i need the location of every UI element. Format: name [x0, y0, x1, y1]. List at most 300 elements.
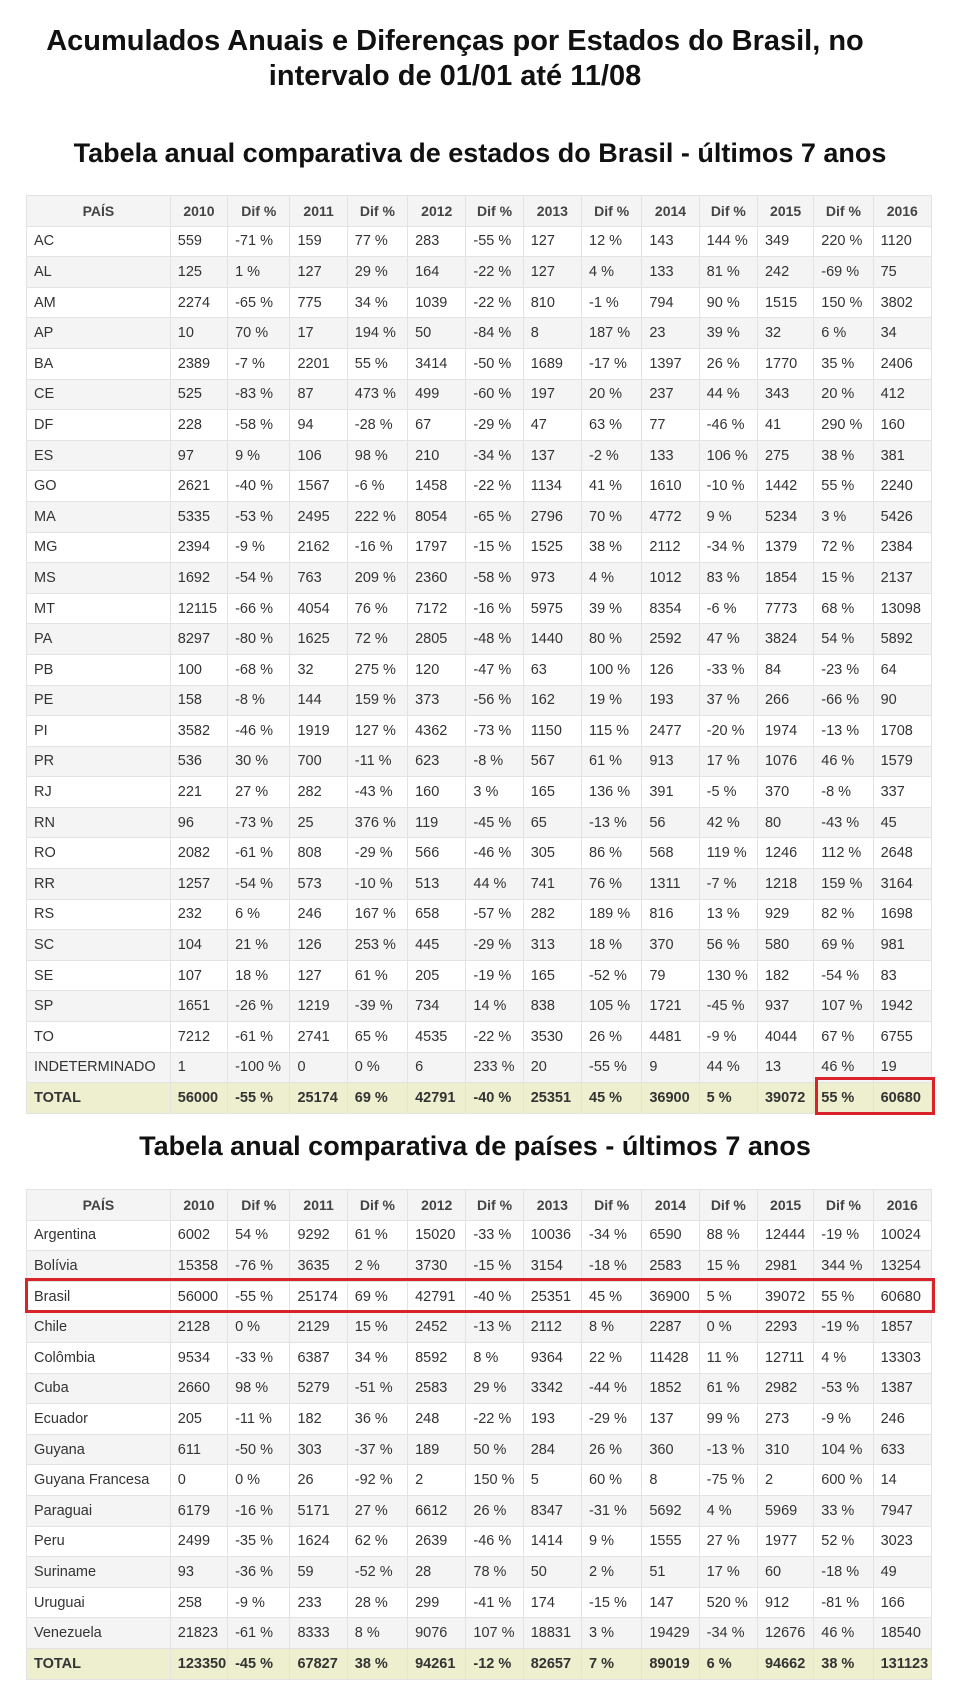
table-cell: 18831 [523, 1618, 581, 1649]
table-cell: 8297 [170, 624, 227, 655]
table-cell: -6 % [347, 471, 407, 502]
table-cell: 2389 [170, 348, 227, 379]
table-cell: 2648 [873, 838, 931, 869]
table-cell: 1698 [873, 899, 931, 930]
table-cell: -19 % [814, 1220, 873, 1251]
table-cell: 44 % [699, 379, 757, 410]
table-cell: 658 [408, 899, 466, 930]
table-cell: 473 % [347, 379, 407, 410]
table-cell: 8054 [408, 501, 466, 532]
table-row [27, 593, 932, 624]
table-cell: 912 [757, 1587, 813, 1618]
state-name: AM [27, 287, 171, 318]
table-cell: 120 [408, 654, 466, 685]
table-cell: -52 % [582, 960, 642, 991]
table-cell: 144 % [699, 226, 757, 257]
table-cell: 4 % [582, 563, 642, 594]
table-row [27, 471, 932, 502]
table-cell: 1257 [170, 869, 227, 900]
table-cell: 973 [523, 563, 581, 594]
table-cell: 360 [642, 1434, 699, 1465]
table-cell: 67 [408, 410, 466, 441]
table-cell: 15 % [347, 1312, 407, 1343]
table-cell: -37 % [347, 1434, 407, 1465]
table-cell: 2982 [757, 1373, 813, 1404]
table-cell: 32 [290, 654, 347, 685]
table-cell: 160 [408, 777, 466, 808]
column-header: Dif % [347, 1190, 407, 1221]
table-cell: 1414 [523, 1526, 581, 1557]
table-cell: 2477 [642, 716, 699, 747]
table-cell: 12444 [757, 1220, 813, 1251]
table-cell: -34 % [466, 440, 523, 471]
table-cell: -8 % [814, 777, 873, 808]
table-cell: 12711 [757, 1342, 813, 1373]
table-cell: 174 [523, 1587, 581, 1618]
table-cell: -29 % [466, 410, 523, 441]
table-cell: -65 % [466, 501, 523, 532]
table-cell: 126 [290, 930, 347, 961]
table-row [27, 685, 932, 716]
table-cell: -34 % [582, 1220, 642, 1251]
table-cell: 127 [523, 257, 581, 288]
table-cell: 159 % [814, 869, 873, 900]
table-cell: 9292 [290, 1220, 347, 1251]
state-name: AP [27, 318, 171, 349]
table-cell: -7 % [699, 869, 757, 900]
table-cell: 0 [170, 1465, 227, 1496]
table-cell: 1555 [642, 1526, 699, 1557]
table-cell: 159 % [347, 685, 407, 716]
table-cell: 1440 [523, 624, 581, 655]
table-row [27, 1495, 932, 1526]
table-cell: 1721 [642, 991, 699, 1022]
table-cell: 1708 [873, 716, 931, 747]
table-cell: -58 % [228, 410, 290, 441]
table-cell: -66 % [228, 593, 290, 624]
table-cell: 22 % [582, 1342, 642, 1373]
table-cell: 8333 [290, 1618, 347, 1649]
table-cell: 258 [170, 1587, 227, 1618]
table-cell: 3 % [466, 777, 523, 808]
table-cell: 0 [290, 1052, 347, 1083]
table-row [27, 287, 932, 318]
table-cell: 2583 [408, 1373, 466, 1404]
table-cell: 242 [757, 257, 813, 288]
table-cell: 3582 [170, 716, 227, 747]
table-cell: 127 % [347, 716, 407, 747]
table-cell: 56000 [170, 1281, 227, 1312]
total-cell: 56000 [170, 1083, 227, 1114]
table-cell: 39 % [582, 593, 642, 624]
table-cell: 1977 [757, 1526, 813, 1557]
table-cell: 4044 [757, 1022, 813, 1053]
table-cell: -75 % [699, 1465, 757, 1496]
table-cell: 25351 [523, 1281, 581, 1312]
table-cell: -52 % [347, 1557, 407, 1588]
table-cell: 19 % [582, 685, 642, 716]
table-cell: 3414 [408, 348, 466, 379]
table-cell: -80 % [228, 624, 290, 655]
country-name: Guyana [27, 1434, 171, 1465]
table-cell: 6 % [814, 318, 873, 349]
table-cell: 3 % [814, 501, 873, 532]
table-cell: -9 % [228, 1587, 290, 1618]
total-label: TOTAL [27, 1648, 171, 1679]
table-cell: -15 % [582, 1587, 642, 1618]
table-cell: 61 % [347, 1220, 407, 1251]
table-cell: 133 [642, 440, 699, 471]
country-name: Peru [27, 1526, 171, 1557]
table-cell: 1397 [642, 348, 699, 379]
table-cell: 133 [642, 257, 699, 288]
table-row [27, 1434, 932, 1465]
table-cell: 20 [523, 1052, 581, 1083]
table-row [27, 624, 932, 655]
table-cell: 1852 [642, 1373, 699, 1404]
table-cell: 75 [873, 257, 931, 288]
table-header-row [27, 196, 932, 227]
table-cell: 8347 [523, 1495, 581, 1526]
table-cell: 2112 [642, 532, 699, 563]
column-header: 2013 [523, 196, 581, 227]
table-cell: 189 % [582, 899, 642, 930]
table-cell: 381 [873, 440, 931, 471]
table-cell: 2495 [290, 501, 347, 532]
table-cell: 209 % [347, 563, 407, 594]
table-cell: 166 [873, 1587, 931, 1618]
column-header: PAÍS [27, 1190, 171, 1221]
table-cell: 84 [757, 654, 813, 685]
table-cell: 36900 [642, 1281, 699, 1312]
table-cell: 808 [290, 838, 347, 869]
table-cell: 222 % [347, 501, 407, 532]
table-cell: 62 % [347, 1526, 407, 1557]
highlight-brasil-row-box [25, 1278, 935, 1313]
table-cell: -9 % [814, 1404, 873, 1435]
table-cell: 0 % [347, 1052, 407, 1083]
table-cell: -35 % [228, 1526, 290, 1557]
table-cell: 21 % [228, 930, 290, 961]
table-cell: 2128 [170, 1312, 227, 1343]
table-cell: 38 % [814, 440, 873, 471]
total-cell: 45 % [582, 1083, 642, 1114]
table-cell: 54 % [228, 1220, 290, 1251]
table-cell: 46 % [814, 1618, 873, 1649]
total-cell: 123350 [170, 1648, 227, 1679]
table-cell: 119 % [699, 838, 757, 869]
table-cell: 741 [523, 869, 581, 900]
column-header: Dif % [228, 1190, 290, 1221]
table-cell: 23 [642, 318, 699, 349]
total-cell: 89019 [642, 1648, 699, 1679]
table-cell: -13 % [699, 1434, 757, 1465]
table-cell: 8354 [642, 593, 699, 624]
table-cell: 5975 [523, 593, 581, 624]
table-cell: -34 % [699, 1618, 757, 1649]
column-header: Dif % [814, 196, 873, 227]
table-cell: 76 % [347, 593, 407, 624]
table-cell: 32 [757, 318, 813, 349]
column-header: Dif % [582, 196, 642, 227]
table-row [27, 716, 932, 747]
table-cell: 763 [290, 563, 347, 594]
table-cell: 5 % [699, 1281, 757, 1312]
table-cell: 3342 [523, 1373, 581, 1404]
table-cell: 9076 [408, 1618, 466, 1649]
table-cell: 1854 [757, 563, 813, 594]
table-row [27, 654, 932, 685]
table-cell: -48 % [466, 624, 523, 655]
table-cell: 344 % [814, 1251, 873, 1282]
table-cell: 97 [170, 440, 227, 471]
table-cell: -9 % [228, 532, 290, 563]
table-cell: 1 % [228, 257, 290, 288]
table-cell: 34 % [347, 1342, 407, 1373]
table-cell: 5892 [873, 624, 931, 655]
table-cell: -22 % [466, 1022, 523, 1053]
table-cell: 45 [873, 807, 931, 838]
table-cell: 61 % [347, 960, 407, 991]
column-header: PAÍS [27, 196, 171, 227]
table-cell: -11 % [347, 746, 407, 777]
table-cell: -65 % [228, 287, 290, 318]
table-cell: 5969 [757, 1495, 813, 1526]
table-cell: 72 % [814, 532, 873, 563]
table-cell: -41 % [466, 1587, 523, 1618]
table-cell: -71 % [228, 226, 290, 257]
table-cell: -20 % [699, 716, 757, 747]
column-header: 2010 [170, 1190, 227, 1221]
total-cell: 6 % [699, 1648, 757, 1679]
table-cell: 6 [408, 1052, 466, 1083]
table-cell: 567 [523, 746, 581, 777]
table-cell: 125 [170, 257, 227, 288]
table-cell: 305 [523, 838, 581, 869]
table-cell: 47 % [699, 624, 757, 655]
table-cell: 44 % [699, 1052, 757, 1083]
table-total-row [27, 1083, 932, 1114]
table-cell: 77 [642, 410, 699, 441]
table-cell: 159 [290, 226, 347, 257]
table-cell: 2 [408, 1465, 466, 1496]
table-cell: 611 [170, 1434, 227, 1465]
table-header-row [27, 1190, 932, 1221]
table-cell: 18 % [582, 930, 642, 961]
table-row [27, 899, 932, 930]
table-cell: -34 % [699, 532, 757, 563]
table-cell: 28 % [347, 1587, 407, 1618]
table-cell: -22 % [466, 257, 523, 288]
table-row [27, 440, 932, 471]
table-cell: 246 [873, 1404, 931, 1435]
table-cell: 233 % [466, 1052, 523, 1083]
table-cell: 8 % [347, 1618, 407, 1649]
table-row [27, 1373, 932, 1404]
table-cell: 6 % [228, 899, 290, 930]
table-cell: 10024 [873, 1220, 931, 1251]
state-name: GO [27, 471, 171, 502]
total-cell: -55 % [228, 1083, 290, 1114]
table-cell: -18 % [582, 1251, 642, 1282]
table-cell: 275 [757, 440, 813, 471]
table-cell: 913 [642, 746, 699, 777]
page-title-line1: Acumulados Anuais e Diferenças por Estados do Brasil, no [46, 25, 864, 57]
table-cell: 17 [290, 318, 347, 349]
state-name: SC [27, 930, 171, 961]
total-cell: -40 % [466, 1083, 523, 1114]
table-cell: -1 % [582, 287, 642, 318]
table-cell: 2112 [523, 1312, 581, 1343]
table-cell: 15 % [699, 1251, 757, 1282]
table-cell: 15358 [170, 1251, 227, 1282]
table-cell: 42 % [699, 807, 757, 838]
table-cell: 1625 [290, 624, 347, 655]
table-cell: 4481 [642, 1022, 699, 1053]
table-cell: -29 % [347, 838, 407, 869]
table-cell: -55 % [228, 1281, 290, 1312]
table-cell: 13303 [873, 1342, 931, 1373]
table-cell: 246 [290, 899, 347, 930]
table-cell: -22 % [466, 287, 523, 318]
table-cell: -50 % [466, 348, 523, 379]
table-row [27, 746, 932, 777]
table-cell: -6 % [699, 593, 757, 624]
table-cell: 27 % [699, 1526, 757, 1557]
table-cell: 72 % [347, 624, 407, 655]
total-cell: 5 % [699, 1083, 757, 1114]
table-cell: 150 % [466, 1465, 523, 1496]
table-cell: 2 [757, 1465, 813, 1496]
table-cell: 580 [757, 930, 813, 961]
table-cell: 7172 [408, 593, 466, 624]
table-row [27, 869, 932, 900]
table-cell: -8 % [228, 685, 290, 716]
table-cell: 26 % [582, 1434, 642, 1465]
table-cell: 50 [408, 318, 466, 349]
table-cell: 64 [873, 654, 931, 685]
table-cell: 67 % [814, 1022, 873, 1053]
table-cell: 4 % [699, 1495, 757, 1526]
table-cell: 13254 [873, 1251, 931, 1282]
states-table-title: Tabela anual comparativa de estados do Brasil - últimos 7 anos [73, 138, 887, 168]
table-cell: 60 [757, 1557, 813, 1588]
total-cell: 39072 [757, 1083, 813, 1114]
table-row [27, 501, 932, 532]
table-cell: 189 [408, 1434, 466, 1465]
table-cell: 2981 [757, 1251, 813, 1282]
table-cell: 275 % [347, 654, 407, 685]
table-cell: 2384 [873, 532, 931, 563]
table-cell: 233 [290, 1587, 347, 1618]
table-cell: 700 [290, 746, 347, 777]
table-cell: 838 [523, 991, 581, 1022]
table-cell: 2082 [170, 838, 227, 869]
table-row [27, 991, 932, 1022]
state-name: MS [27, 563, 171, 594]
table-cell: 929 [757, 899, 813, 930]
table-cell: 3 % [582, 1618, 642, 1649]
table-cell: -61 % [228, 838, 290, 869]
table-cell: 3802 [873, 287, 931, 318]
table-cell: 93 [170, 1557, 227, 1588]
country-name: Chile [27, 1312, 171, 1343]
table-cell: 205 [170, 1404, 227, 1435]
table-cell: 9364 [523, 1342, 581, 1373]
table-cell: -55 % [582, 1052, 642, 1083]
table-cell: 143 [642, 226, 699, 257]
table-cell: 15 % [814, 563, 873, 594]
state-name: ES [27, 440, 171, 471]
table-cell: -26 % [228, 991, 290, 1022]
total-cell: -12 % [466, 1648, 523, 1679]
total-cell: 25351 [523, 1083, 581, 1114]
table-cell: 816 [642, 899, 699, 930]
table-cell: -10 % [347, 869, 407, 900]
table-cell: 205 [408, 960, 466, 991]
table-cell: 63 [523, 654, 581, 685]
table-cell: 253 % [347, 930, 407, 961]
column-header: Dif % [582, 1190, 642, 1221]
state-name: PA [27, 624, 171, 655]
table-cell: 370 [642, 930, 699, 961]
table-cell: 1567 [290, 471, 347, 502]
table-cell: 2741 [290, 1022, 347, 1053]
table-cell: 4772 [642, 501, 699, 532]
table-cell: 55 % [814, 1281, 873, 1312]
table-cell: 0 % [228, 1312, 290, 1343]
table-cell: 3154 [523, 1251, 581, 1282]
table-row [27, 410, 932, 441]
table-cell: 12676 [757, 1618, 813, 1649]
table-cell: -43 % [814, 807, 873, 838]
table-cell: 5 [523, 1465, 581, 1496]
table-cell: -46 % [228, 716, 290, 747]
table-cell: 11 % [699, 1342, 757, 1373]
column-header: 2014 [642, 1190, 699, 1221]
table-cell: 39 % [699, 318, 757, 349]
table-cell: 1219 [290, 991, 347, 1022]
table-cell: 21823 [170, 1618, 227, 1649]
table-cell: 26 [290, 1465, 347, 1496]
state-name: RR [27, 869, 171, 900]
table-cell: -54 % [228, 563, 290, 594]
table-cell: 1919 [290, 716, 347, 747]
table-cell: -54 % [228, 869, 290, 900]
table-cell: -2 % [582, 440, 642, 471]
table-cell: 77 % [347, 226, 407, 257]
table-cell: 14 % [466, 991, 523, 1022]
table-cell: -5 % [699, 777, 757, 808]
table-cell: 7212 [170, 1022, 227, 1053]
state-name: INDETERMINADO [27, 1052, 171, 1083]
table-cell: 106 [290, 440, 347, 471]
table-cell: 1525 [523, 532, 581, 563]
table-cell: 445 [408, 930, 466, 961]
column-header: 2015 [757, 1190, 813, 1221]
table-row [27, 318, 932, 349]
table-cell: -57 % [466, 899, 523, 930]
table-cell: 2592 [642, 624, 699, 655]
table-cell: 775 [290, 287, 347, 318]
state-name: PR [27, 746, 171, 777]
table-cell: 2 % [347, 1251, 407, 1282]
table-cell: 150 % [814, 287, 873, 318]
table-cell: 28 [408, 1557, 466, 1588]
total-cell: 82657 [523, 1648, 581, 1679]
table-cell: 1692 [170, 563, 227, 594]
state-name: PE [27, 685, 171, 716]
